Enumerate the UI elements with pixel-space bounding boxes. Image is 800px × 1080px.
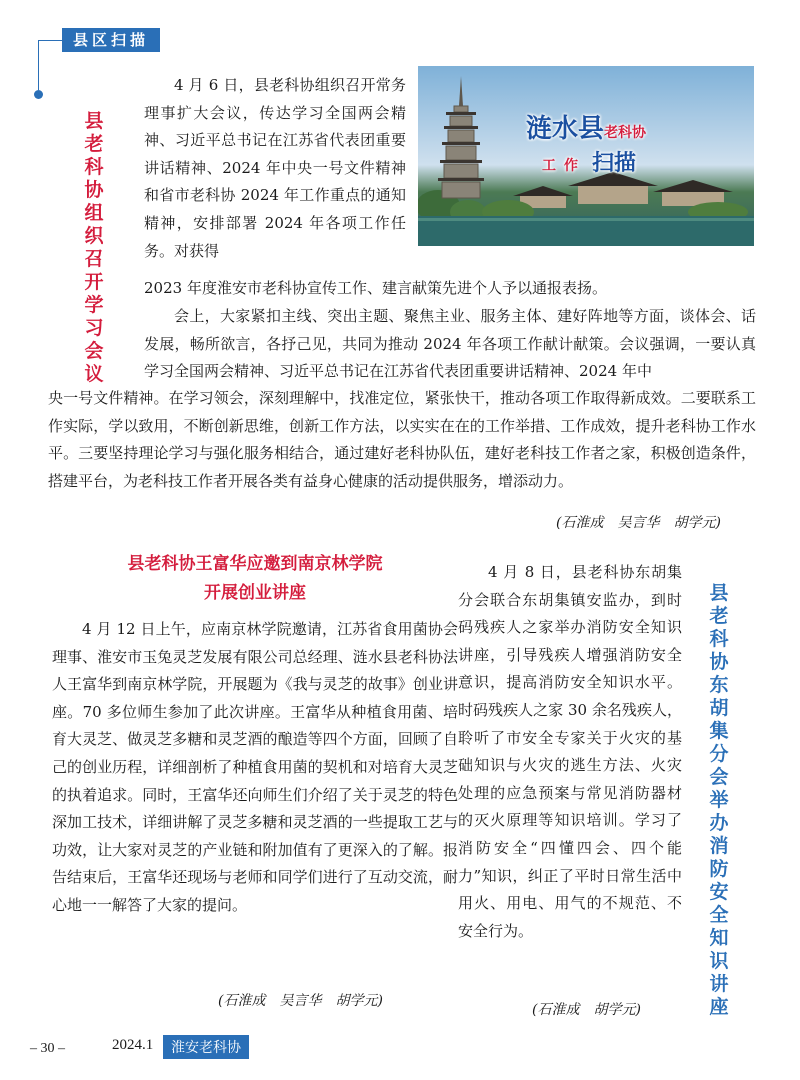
page-number: – 30 – bbox=[30, 1041, 65, 1056]
article-photo bbox=[418, 66, 754, 246]
article2-title-line2: 开展创业讲座 bbox=[204, 583, 306, 603]
issue-number: 2024.1 bbox=[112, 1037, 154, 1053]
article3-byline: (石淮成 胡学元) bbox=[532, 1002, 641, 1018]
article1-para2-a: 会上，大家紧扣主线、突出主题、聚焦主业、服务主体、建好阵地等方面，谈体会、话发展，畅所欲言，各抒己见，共同为推动 2024 年各项工作献计献策。会议强调，一要认真学习全国两会精神、习近平总书记在江苏省代表团重要讲话精神、2024 年中 bbox=[144, 307, 756, 381]
article1-para2-b: 央一号文件精神。在学习领会，深刻理解中，找准定位，紧张快干，推动各项工作取得新成效。二要联系工作实际，学以致用，不断创新思维，创新工作方法，以实实在在的工作举措、工作成效，提升老科协工作水平。三要坚持理论学习与强化服务相结合，通过建好老科协队伍，建好老科技工作者之家，积极创造条件，搭建平台，为老科技工作者开展各类有益身心健康的活动提供服务，增添动力。 bbox=[48, 389, 756, 490]
article2-title-line1: 县老科协王富华应邀到南京林学院 bbox=[127, 554, 383, 574]
article1-byline: (石淮成 吴言华 胡学元) bbox=[556, 515, 721, 531]
article2-byline: (石淮成 吴言华 胡学元) bbox=[218, 993, 383, 1009]
article3-title: 县老科协东胡集分会举办消防安全知识讲座 bbox=[709, 582, 729, 1018]
header-vertical-rule bbox=[38, 40, 39, 90]
article1-para1-narrow: 4 月 6 日，县老科协组织召开常务理事扩大会议，传达学习全国两会精神、习近平总书记在江苏省代表团重要讲话精神、2024 年中央一号文件精神和省市老科协 2024 年工作重点的通知精神，安排部署 2024 年各项工作任务。对获得 bbox=[144, 76, 406, 260]
photo-title: 涟水县老科协 bbox=[526, 114, 647, 144]
magazine-brand: 淮安老科协 bbox=[163, 1035, 249, 1059]
article1-para1-wide: 2023 年度淮安市老科协宣传工作、建言献策先进个人予以通报表扬。 bbox=[144, 279, 607, 297]
header-rule bbox=[38, 40, 62, 41]
header-dot bbox=[34, 90, 43, 99]
photo-subtitle: 工作 扫描 bbox=[542, 151, 637, 176]
section-tab: 县区扫描 bbox=[62, 28, 160, 52]
article2-body: 4 月 12 日上午，应南京林学院邀请，江苏省食用菌协会理事、淮安市玉兔灵芝发展有限公司总经理、涟水县老科协法人王富华到南京林学院，开展题为《我与灵芝的故事》创业讲座。70 多位师生参加了此次讲座。王富华从种植食用菌、培育大灵芝、做灵芝多糖和灵芝酒的酿造等四个方面，回顾了自己的创业历程，详细剖析了种植食用菌的契机和对培育大灵芝的执着追求。同时，王富华还向师生们介绍了关于灵芝的特色深加工技术，详细讲解了灵芝多糖和灵芝酒的一些提取工艺与功效，让大家对灵芝的产业链和附加值有了更深入的了解。报告结束后，王富华还现场与老师和同学们进行了互动交流，耐心地一一解答了大家的提问。 bbox=[52, 620, 458, 914]
article3-body: 4 月 8 日，县老科协东胡集分会联合东胡集镇安监办，到时码残疾人之家举办消防安全知识讲座，引导残疾人增强消防安全意识，提高消防安全知识水平。时码残疾人之家 30 余名残疾人，聆听了市安全专家关于火灾的基础知识与火灾的逃生方法、火灾处理的应急预案与常见消防器材的灭火原理等知识培训。学习了消防安全“四懂四会、四个能力”知识，纠正了平时日常生活中用火、用电、用气的不规范、不安全行为。 bbox=[458, 563, 682, 940]
article1-title: 县老科协组织召开学习会议 bbox=[84, 110, 104, 385]
